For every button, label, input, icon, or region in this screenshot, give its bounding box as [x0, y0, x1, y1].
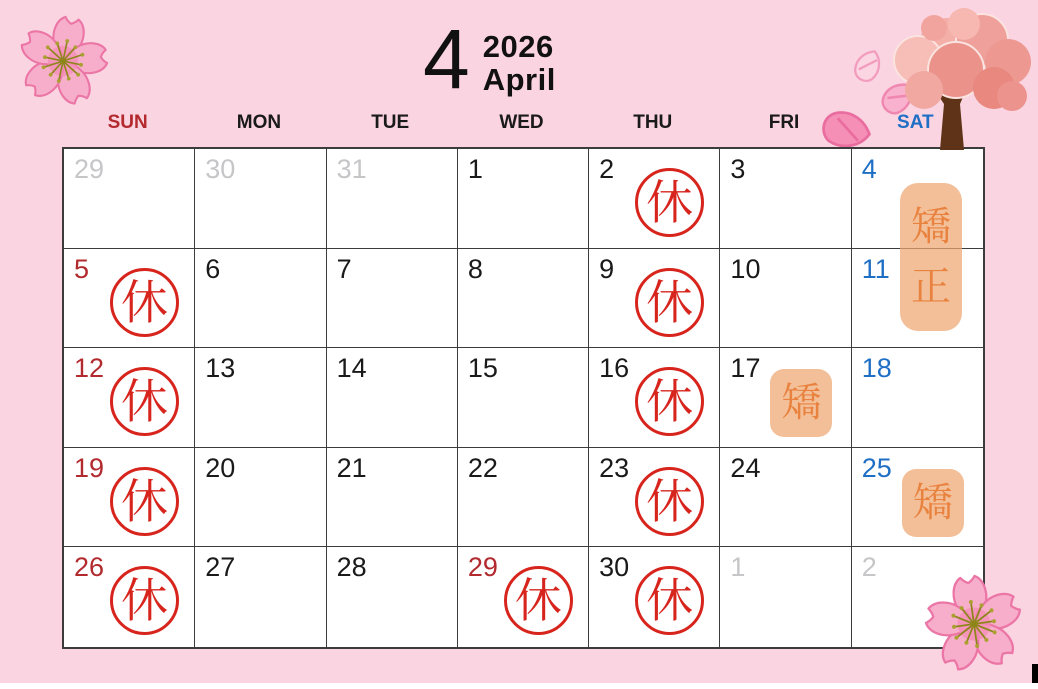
- weekday-sat: SAT: [897, 112, 934, 133]
- closed-day-stamp: 休: [635, 367, 704, 436]
- orthodontics-day-stamp: 矯: [902, 469, 964, 537]
- closed-day-stamp: 休: [110, 268, 179, 337]
- calendar-grid: [62, 147, 985, 649]
- calendar-title: [423, 12, 556, 106]
- day-cell: [64, 448, 195, 548]
- orthodontics-tall-stamp: [900, 183, 962, 331]
- closed-day-stamp: 休: [110, 467, 179, 536]
- day-cell: [64, 249, 195, 349]
- day-number: 18: [861, 353, 892, 384]
- day-cell: [458, 249, 589, 349]
- day-number: 4: [861, 154, 877, 184]
- day-cell: [589, 448, 720, 548]
- day-cell: [589, 547, 720, 647]
- weekday-sun: SUN: [107, 112, 148, 133]
- weekday-wed: WED: [499, 112, 544, 133]
- day-number: 14: [336, 353, 367, 384]
- day-cell: [327, 348, 458, 448]
- day-number: 25: [861, 452, 892, 483]
- day-cell: [458, 448, 589, 548]
- day-number: 29: [467, 552, 498, 583]
- day-number: 17: [730, 353, 761, 384]
- day-number: 1: [730, 552, 746, 583]
- day-cell: [589, 149, 720, 249]
- day-cell: [589, 249, 720, 349]
- day-cell: [720, 149, 851, 249]
- day-cell: [195, 547, 326, 647]
- orthodontics-stamp-char-bottom: 正: [911, 265, 951, 309]
- edge-mark: [1032, 664, 1038, 683]
- day-number: 30: [599, 552, 630, 583]
- year-label: 2026: [482, 29, 554, 64]
- day-cell: [589, 348, 720, 448]
- day-number: 23: [599, 452, 630, 483]
- weekday-tue: TUE: [371, 112, 410, 133]
- closed-day-stamp: 休: [635, 268, 704, 337]
- day-cell: [852, 448, 983, 548]
- day-cell: [458, 547, 589, 647]
- day-cell: [64, 348, 195, 448]
- day-cell: [327, 448, 458, 548]
- day-number: 15: [467, 353, 498, 384]
- closed-day-stamp: 休: [110, 566, 179, 635]
- day-cell: [195, 249, 326, 349]
- day-number: 6: [205, 253, 221, 284]
- day-number: 30: [205, 154, 236, 184]
- orthodontics-stamp-char-top: 矯: [911, 205, 951, 249]
- day-number: 10: [730, 253, 761, 284]
- day-number: 24: [730, 452, 761, 483]
- day-number: 19: [74, 452, 105, 483]
- closed-day-stamp: 休: [635, 168, 704, 237]
- day-number: 26: [74, 552, 105, 583]
- day-number: 11: [861, 253, 890, 284]
- day-number: 16: [599, 353, 630, 384]
- day-number: 9: [599, 253, 615, 284]
- day-cell: [720, 249, 851, 349]
- day-number: 2: [599, 154, 615, 184]
- day-cell: [327, 547, 458, 647]
- day-number: 5: [74, 253, 90, 284]
- day-cell: [327, 149, 458, 249]
- day-number: 28: [336, 552, 367, 583]
- day-cell: [852, 348, 983, 448]
- day-cell: [195, 149, 326, 249]
- day-number: 31: [336, 154, 367, 184]
- day-number: 29: [74, 154, 105, 184]
- weekday-fri: FRI: [768, 112, 800, 133]
- cherry-tree-icon: [860, 4, 1034, 150]
- cherry-blossom-icon: [6, 4, 120, 118]
- weekday-thu: THU: [633, 112, 673, 133]
- year-month-block: [483, 30, 556, 97]
- day-number: 2: [861, 552, 877, 583]
- day-cell: [64, 149, 195, 249]
- month-number: 4: [423, 12, 470, 106]
- day-number: 27: [205, 552, 236, 583]
- closed-day-stamp: 休: [635, 467, 704, 536]
- tree-canopy: [894, 8, 1031, 111]
- day-number: 8: [467, 253, 483, 284]
- day-number: 1: [467, 154, 483, 184]
- weekday-header-row: [62, 112, 981, 134]
- closed-day-stamp: 休: [110, 367, 179, 436]
- day-cell: [327, 249, 458, 349]
- day-number: 3: [730, 154, 746, 184]
- day-cell: [195, 448, 326, 548]
- day-cell: [720, 348, 851, 448]
- day-number: 20: [205, 452, 236, 483]
- closed-day-stamp: 休: [635, 566, 704, 635]
- orthodontics-day-stamp: 矯: [770, 369, 832, 437]
- day-number: 12: [74, 353, 105, 384]
- weekday-mon: MON: [236, 112, 282, 133]
- day-cell: [64, 547, 195, 647]
- day-number: 22: [467, 452, 498, 483]
- closed-day-stamp: 休: [504, 566, 573, 635]
- day-cell: [720, 547, 851, 647]
- month-name-label: April: [482, 62, 556, 98]
- day-cell: [458, 149, 589, 249]
- day-cell: [195, 348, 326, 448]
- day-cell: [720, 448, 851, 548]
- day-number: 21: [336, 452, 367, 483]
- day-cell: [458, 348, 589, 448]
- day-number: 13: [205, 353, 236, 384]
- day-number: 7: [336, 253, 352, 284]
- cherry-blossom-icon: [912, 562, 1036, 686]
